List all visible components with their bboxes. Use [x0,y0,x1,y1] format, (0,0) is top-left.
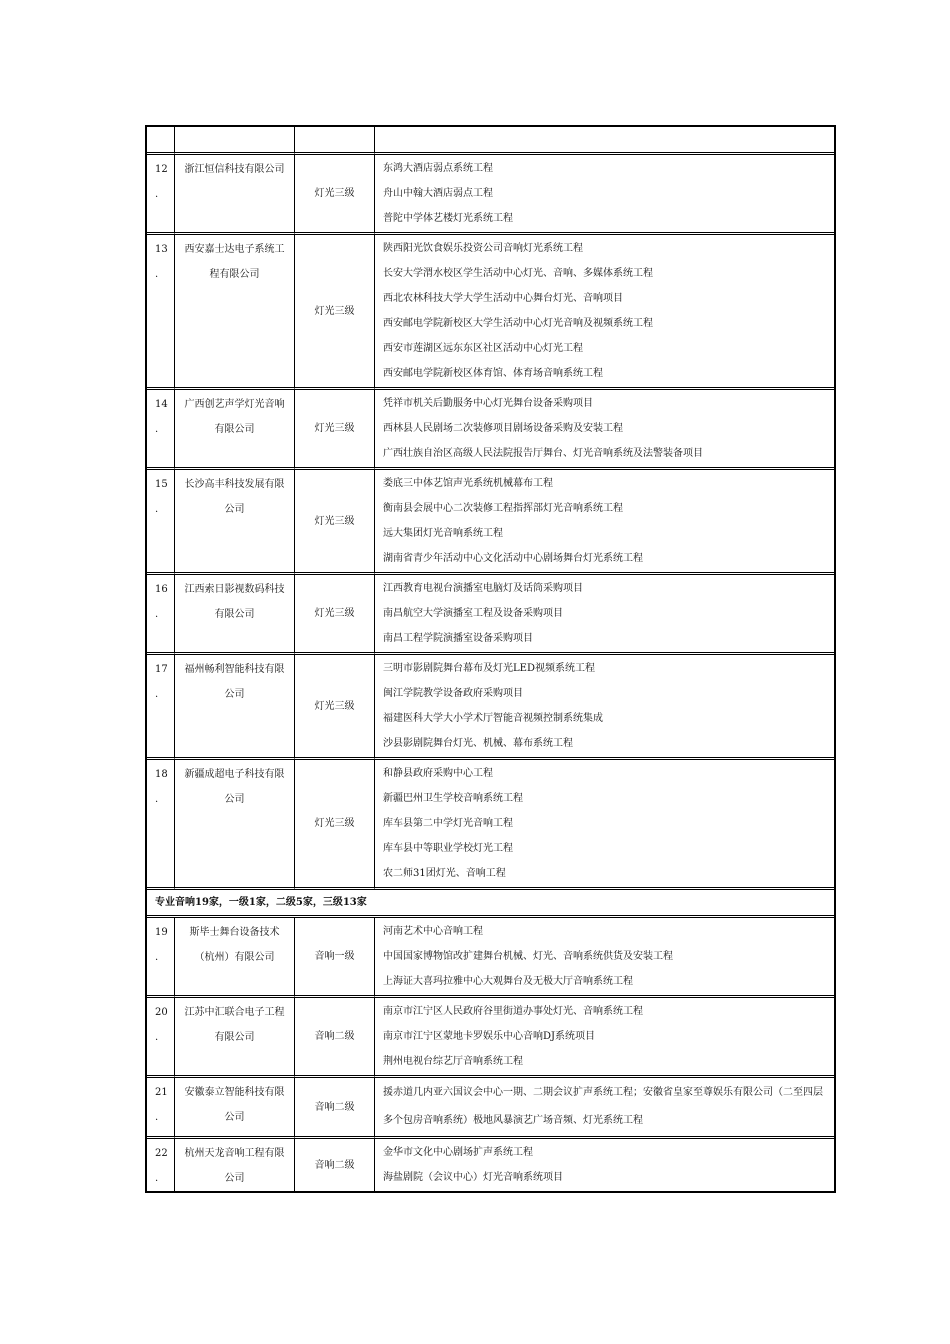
table-row [147,918,834,998]
row-number: 12 [155,164,168,175]
row-number-cell [147,235,175,390]
project-list [375,918,834,995]
table-row [147,235,834,390]
table-row [147,575,834,655]
level-cell [295,390,375,470]
project-item: 海盐剧院（会议中心）灯光音响系统项目 [383,1172,563,1183]
row-number: 19 [155,927,168,938]
table-row [147,1139,834,1191]
project-item: 库车县第二中学灯光音响工程 [383,818,513,829]
project-item: 长安大学渭水校区学生活动中心灯光、音响、多媒体系统工程 [383,268,653,279]
level-cell [295,155,375,235]
projects-cell [375,998,834,1078]
row-number: 15 [155,479,168,490]
row-number-dot: . [155,504,159,515]
qualification-level: 音响二级 [314,1101,355,1113]
header-cell [375,127,834,155]
company-name: 杭州天龙音响工程有限公司 [184,1148,285,1184]
level-cell [295,1078,375,1139]
project-item: 舟山中翰大酒店弱点工程 [383,188,493,199]
project-list [375,1078,834,1136]
level-cell [295,235,375,390]
project-item: 湖南省青少年活动中心文化活动中心剧场舞台灯光系统工程 [383,553,643,564]
company-name: 福州畅利智能科技有限公司 [184,664,285,700]
project-item: 西北农林科技大学大学生活动中心舞台灯光、音响项目 [383,293,623,304]
company-cell [175,235,295,390]
row-number: 13 [155,244,168,255]
project-item: 凭祥市机关后勤服务中心灯光舞台设备采购项目 [383,398,593,409]
row-number: 18 [155,769,168,780]
project-item: 农二师31团灯光、音响工程 [383,868,506,879]
project-item: 和静县政府采购中心工程 [383,768,493,779]
table-row [147,470,834,575]
qualification-level: 灯光三级 [314,818,355,829]
company-cell [175,655,295,760]
row-number-cell [147,918,175,998]
company-name: 新疆成超电子科技有限公司 [184,769,285,805]
company-name: 安徽泰立智能科技有限公司 [184,1087,285,1123]
company-cell [175,760,295,890]
project-item: 衡南县会展中心二次装修工程指挥部灯光音响系统工程 [383,503,623,514]
row-number-cell [147,655,175,760]
project-item: 广西壮族自治区高级人民法院报告厅舞台、灯光音响系统及法警装备项目 [383,448,703,459]
qualification-level: 灯光三级 [314,700,355,712]
level-cell [295,760,375,890]
row-number-dot: . [155,269,159,280]
qualification-level: 灯光三级 [314,423,355,434]
qualification-level: 灯光三级 [314,305,355,317]
projects-cell [375,155,834,235]
row-number-dot: . [155,609,159,620]
row-number-cell [147,1139,175,1191]
qualification-level: 灯光三级 [314,188,355,199]
header-cell [175,127,295,155]
project-item: 库车县中等职业学校灯光工程 [383,843,513,854]
project-item: 闽江学院教学设备政府采购项目 [383,688,523,699]
projects-cell [375,1139,834,1191]
project-item: 陕西阳光饮食娱乐投资公司音响灯光系统工程 [383,243,583,254]
project-item: 江西教育电视台演播室电脑灯及话筒采购项目 [383,583,583,594]
row-number-dot: . [155,1112,159,1123]
company-cell [175,1078,295,1139]
projects-cell [375,655,834,760]
row-number-cell [147,470,175,575]
project-item: 普陀中学体艺楼灯光系统工程 [383,213,513,224]
row-number-dot: . [155,424,159,435]
project-item: 远大集团灯光音响系统工程 [383,528,503,539]
qualification-level: 灯光三级 [314,608,355,619]
project-item: 援赤道几内亚六国议会中心一期、二期会议扩声系统工程；安徽省皇家至尊娱乐有限公司（二至四层多个包房音响系统）极地风暴演艺广场音频、灯光系统工程 [383,1087,823,1126]
level-cell [295,1139,375,1191]
company-name: 西安嘉士达电子系统工程有限公司 [184,244,285,280]
project-item: 上海证大喜玛拉雅中心大观舞台及无极大厅音响系统工程 [383,976,633,987]
company-name: 广西创艺声学灯光音响有限公司 [184,399,285,435]
row-number: 16 [155,584,168,595]
qualification-level: 音响一级 [314,951,355,962]
projects-cell [375,575,834,655]
row-number-cell [147,155,175,235]
project-list [375,998,834,1075]
company-name: 江苏中汇联合电子工程有限公司 [184,1007,285,1043]
row-number: 14 [155,399,168,410]
row-number-dot: . [155,952,159,963]
row-number: 21 [155,1087,168,1098]
table-row [147,760,834,890]
projects-cell [375,760,834,890]
project-item: 新疆巴州卫生学校音响系统工程 [383,793,523,804]
projects-cell [375,1078,834,1139]
company-name: 长沙高丰科技发展有限公司 [184,479,285,515]
level-cell [295,918,375,998]
company-name: 斯毕士舞台设备技术（杭州）有限公司 [189,927,280,963]
row-number: 17 [155,664,168,675]
project-item: 三明市影剧院舞台幕布及灯光LED视频系统工程 [383,663,595,674]
company-name: 江西索日影视数码科技有限公司 [184,584,285,620]
table-row [147,155,834,235]
projects-cell [375,470,834,575]
table-row [147,390,834,470]
company-cell [175,470,295,575]
row-number-cell [147,998,175,1078]
project-list [375,390,834,467]
company-cell [175,155,295,235]
projects-cell [375,390,834,470]
project-list [375,155,834,232]
company-cell [175,918,295,998]
company-cell [175,575,295,655]
project-item: 东鸿大酒店弱点系统工程 [383,163,493,174]
company-cell [175,390,295,470]
row-number-dot: . [155,794,159,805]
table-header-row [147,127,834,155]
project-item: 西安邮电学院新校区体育馆、体育场音响系统工程 [383,368,603,379]
project-list [375,235,834,387]
project-item: 娄底三中体艺馆声光系统机械幕布工程 [383,478,553,489]
project-item: 南昌工程学院演播室设备采购项目 [383,633,533,644]
row-number-cell [147,390,175,470]
section-row [147,890,834,918]
header-cell [147,127,175,155]
section-title: 专业音响19家，一级1家，二级5家，三级13家 [147,890,834,918]
project-item: 沙县影剧院舞台灯光、机械、幕布系统工程 [383,738,573,749]
row-number-dot: . [155,1173,159,1184]
row-number-dot: . [155,189,159,200]
project-item: 南京市江宁区人民政府谷里街道办事处灯光、音响系统工程 [383,1006,643,1017]
table-row [147,998,834,1078]
project-item: 南京市江宁区蒙地卡罗娱乐中心音响DJ系统项目 [383,1031,596,1042]
projects-cell [375,235,834,390]
row-number-dot: . [155,1032,159,1043]
project-list [375,1139,834,1191]
project-list [375,760,834,887]
header-cell [295,127,375,155]
qualification-level: 音响二级 [314,1159,355,1171]
project-item: 西安市莲湖区远东东区社区活动中心灯光工程 [383,343,583,354]
project-item: 南昌航空大学演播室工程及设备采购项目 [383,608,563,619]
qualification-level: 灯光三级 [314,515,355,527]
level-cell [295,998,375,1078]
project-item: 福建医科大学大小学术厅智能音视频控制系统集成 [383,713,603,724]
table-row [147,1078,834,1139]
project-item: 西林县人民剧场二次装修项目剧场设备采购及安装工程 [383,423,623,434]
level-cell [295,470,375,575]
project-item: 荆州电视台综艺厅音响系统工程 [383,1056,523,1067]
row-number-cell [147,1078,175,1139]
project-list [375,470,834,572]
row-number: 20 [155,1007,168,1018]
project-item: 西安邮电学院新校区大学生活动中心灯光音响及视频系统工程 [383,318,653,329]
project-item: 中国国家博物馆改扩建舞台机械、灯光、音响系统供货及安装工程 [383,951,673,962]
project-item: 金华市文化中心剧场扩声系统工程 [383,1147,533,1158]
row-number-dot: . [155,689,159,700]
table-row [147,655,834,760]
level-cell [295,655,375,760]
row-number-cell [147,760,175,890]
project-list [375,575,834,652]
company-cell [175,998,295,1078]
level-cell [295,575,375,655]
project-table [145,125,836,1193]
row-number: 22 [155,1148,168,1159]
project-list [375,655,834,757]
qualification-level: 音响二级 [314,1031,355,1042]
project-item: 河南艺术中心音响工程 [383,926,483,937]
row-number-cell [147,575,175,655]
company-name: 浙江恒信科技有限公司 [184,164,285,175]
table-body [147,127,834,1191]
projects-cell [375,918,834,998]
company-cell [175,1139,295,1191]
